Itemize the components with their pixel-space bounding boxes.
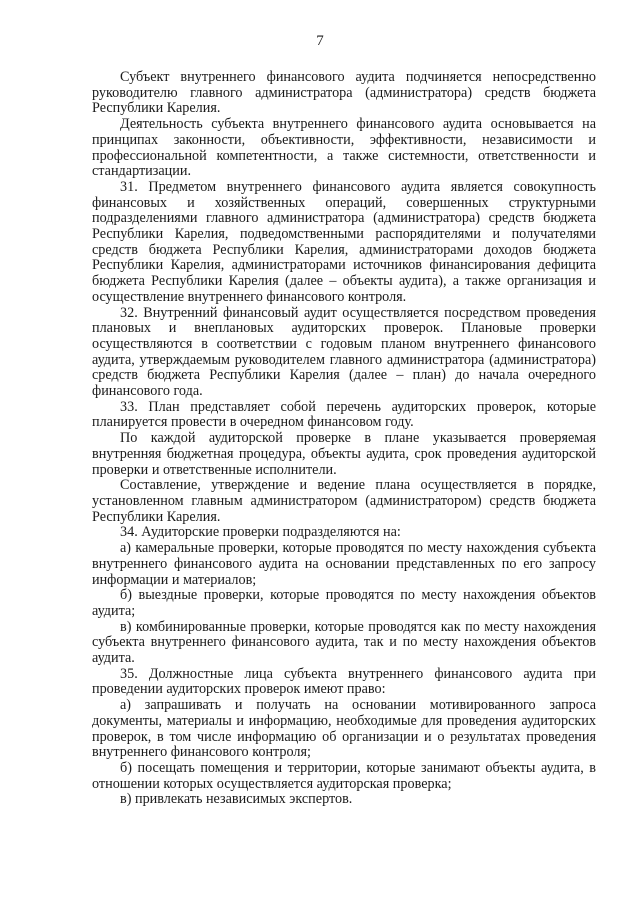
paragraph-35-auditor-rights: 35. Должностные лица субъекта внутреннего финансового аудита при проведении аудиторских проверок имеют право: (92, 665, 596, 698)
paragraph-plan-procedure: Составление, утверждение и ведение плана осуществляется в порядке, установленном главным администратором (администратором) средств бюджета Республики Карелия. (92, 477, 596, 525)
paragraph-33-plan-definition: 33. План представляет собой перечень аудиторских проверок, которые планируется провести в очередном финансовом году. (92, 398, 596, 431)
list-item-visit-premises: б) посещать помещения и территории, которые занимают объекты аудита, в отношении которых осуществляется аудиторская проверка; (92, 759, 596, 792)
list-item-desk-audit: а) камеральные проверки, которые проводятся по месту нахождения субъекта внутреннего финансового аудита на основании представленных по его запросу информации и материалов; (92, 540, 596, 588)
list-item-involve-experts: в) привлекать независимых экспертов. (120, 791, 353, 808)
paragraph-auditor-subordination: Субъект внутреннего финансового аудита подчиняется непосредственно руководителю главного администратора (администратора) средств бюджета Республики Карелия. (92, 69, 596, 117)
paragraph-31-audit-subject: 31. Предметом внутреннего финансового аудита является совокупность финансовых и хозяйственных операций, совершенных структурными подразделениями главного администратора (администратора) средств бюджета Республики Карелия, подведомственными распорядителями и получателями средств бюджета Республики Карелия, администраторами доходов бюджета Республики Карелия, администраторами источников финансирования дефицита бюджета Республики Карелия (далее – объекты аудита), а также организация и осуществление внутреннего финансового контроля. (92, 178, 596, 305)
paragraph-plan-contents: По каждой аудиторской проверке в плане указывается проверяемая внутренняя бюджетная процедура, объекты аудита, срок проведения аудиторской проверки и ответственные исполнители. (92, 430, 596, 478)
paragraph-34-audit-types: 34. Аудиторские проверки подразделяются на: (120, 524, 401, 541)
list-item-request-documents: а) запрашивать и получать на основании мотивированного запроса документы, материалы и информацию, необходимые для проведения аудиторских проверок, в том числе информацию об организации и о результатах проведения внутреннего финансового контроля; (92, 697, 596, 761)
document-body (92, 70, 596, 808)
paragraph-audit-principles: Деятельность субъекта внутреннего финансового аудита основывается на принципах законности, объективности, эффективности, независимости и профессиональной компетентности, а также системности, ответственности и стандартизации. (92, 116, 596, 180)
paragraph-32-audit-plan: 32. Внутренний финансовый аудит осуществляется посредством проведения плановых и внеплановых аудиторских проверок. Плановые проверки осуществляются в соответствии с годовым планом внутреннего финансового аудита, утверждаемым руководителем главного администратора (администратора) средств бюджета Республики Карелия (далее – план) до начала очередного финансового года. (92, 304, 596, 400)
list-item-field-audit: б) выездные проверки, которые проводятся по месту нахождения объектов аудита; (92, 587, 596, 619)
list-item-combined-audit: в) комбинированные проверки, которые проводятся как по месту нахождения субъекта внутреннего финансового аудита, так и по месту нахождения объектов аудита. (92, 618, 596, 667)
page-number: 7 (316, 33, 324, 49)
